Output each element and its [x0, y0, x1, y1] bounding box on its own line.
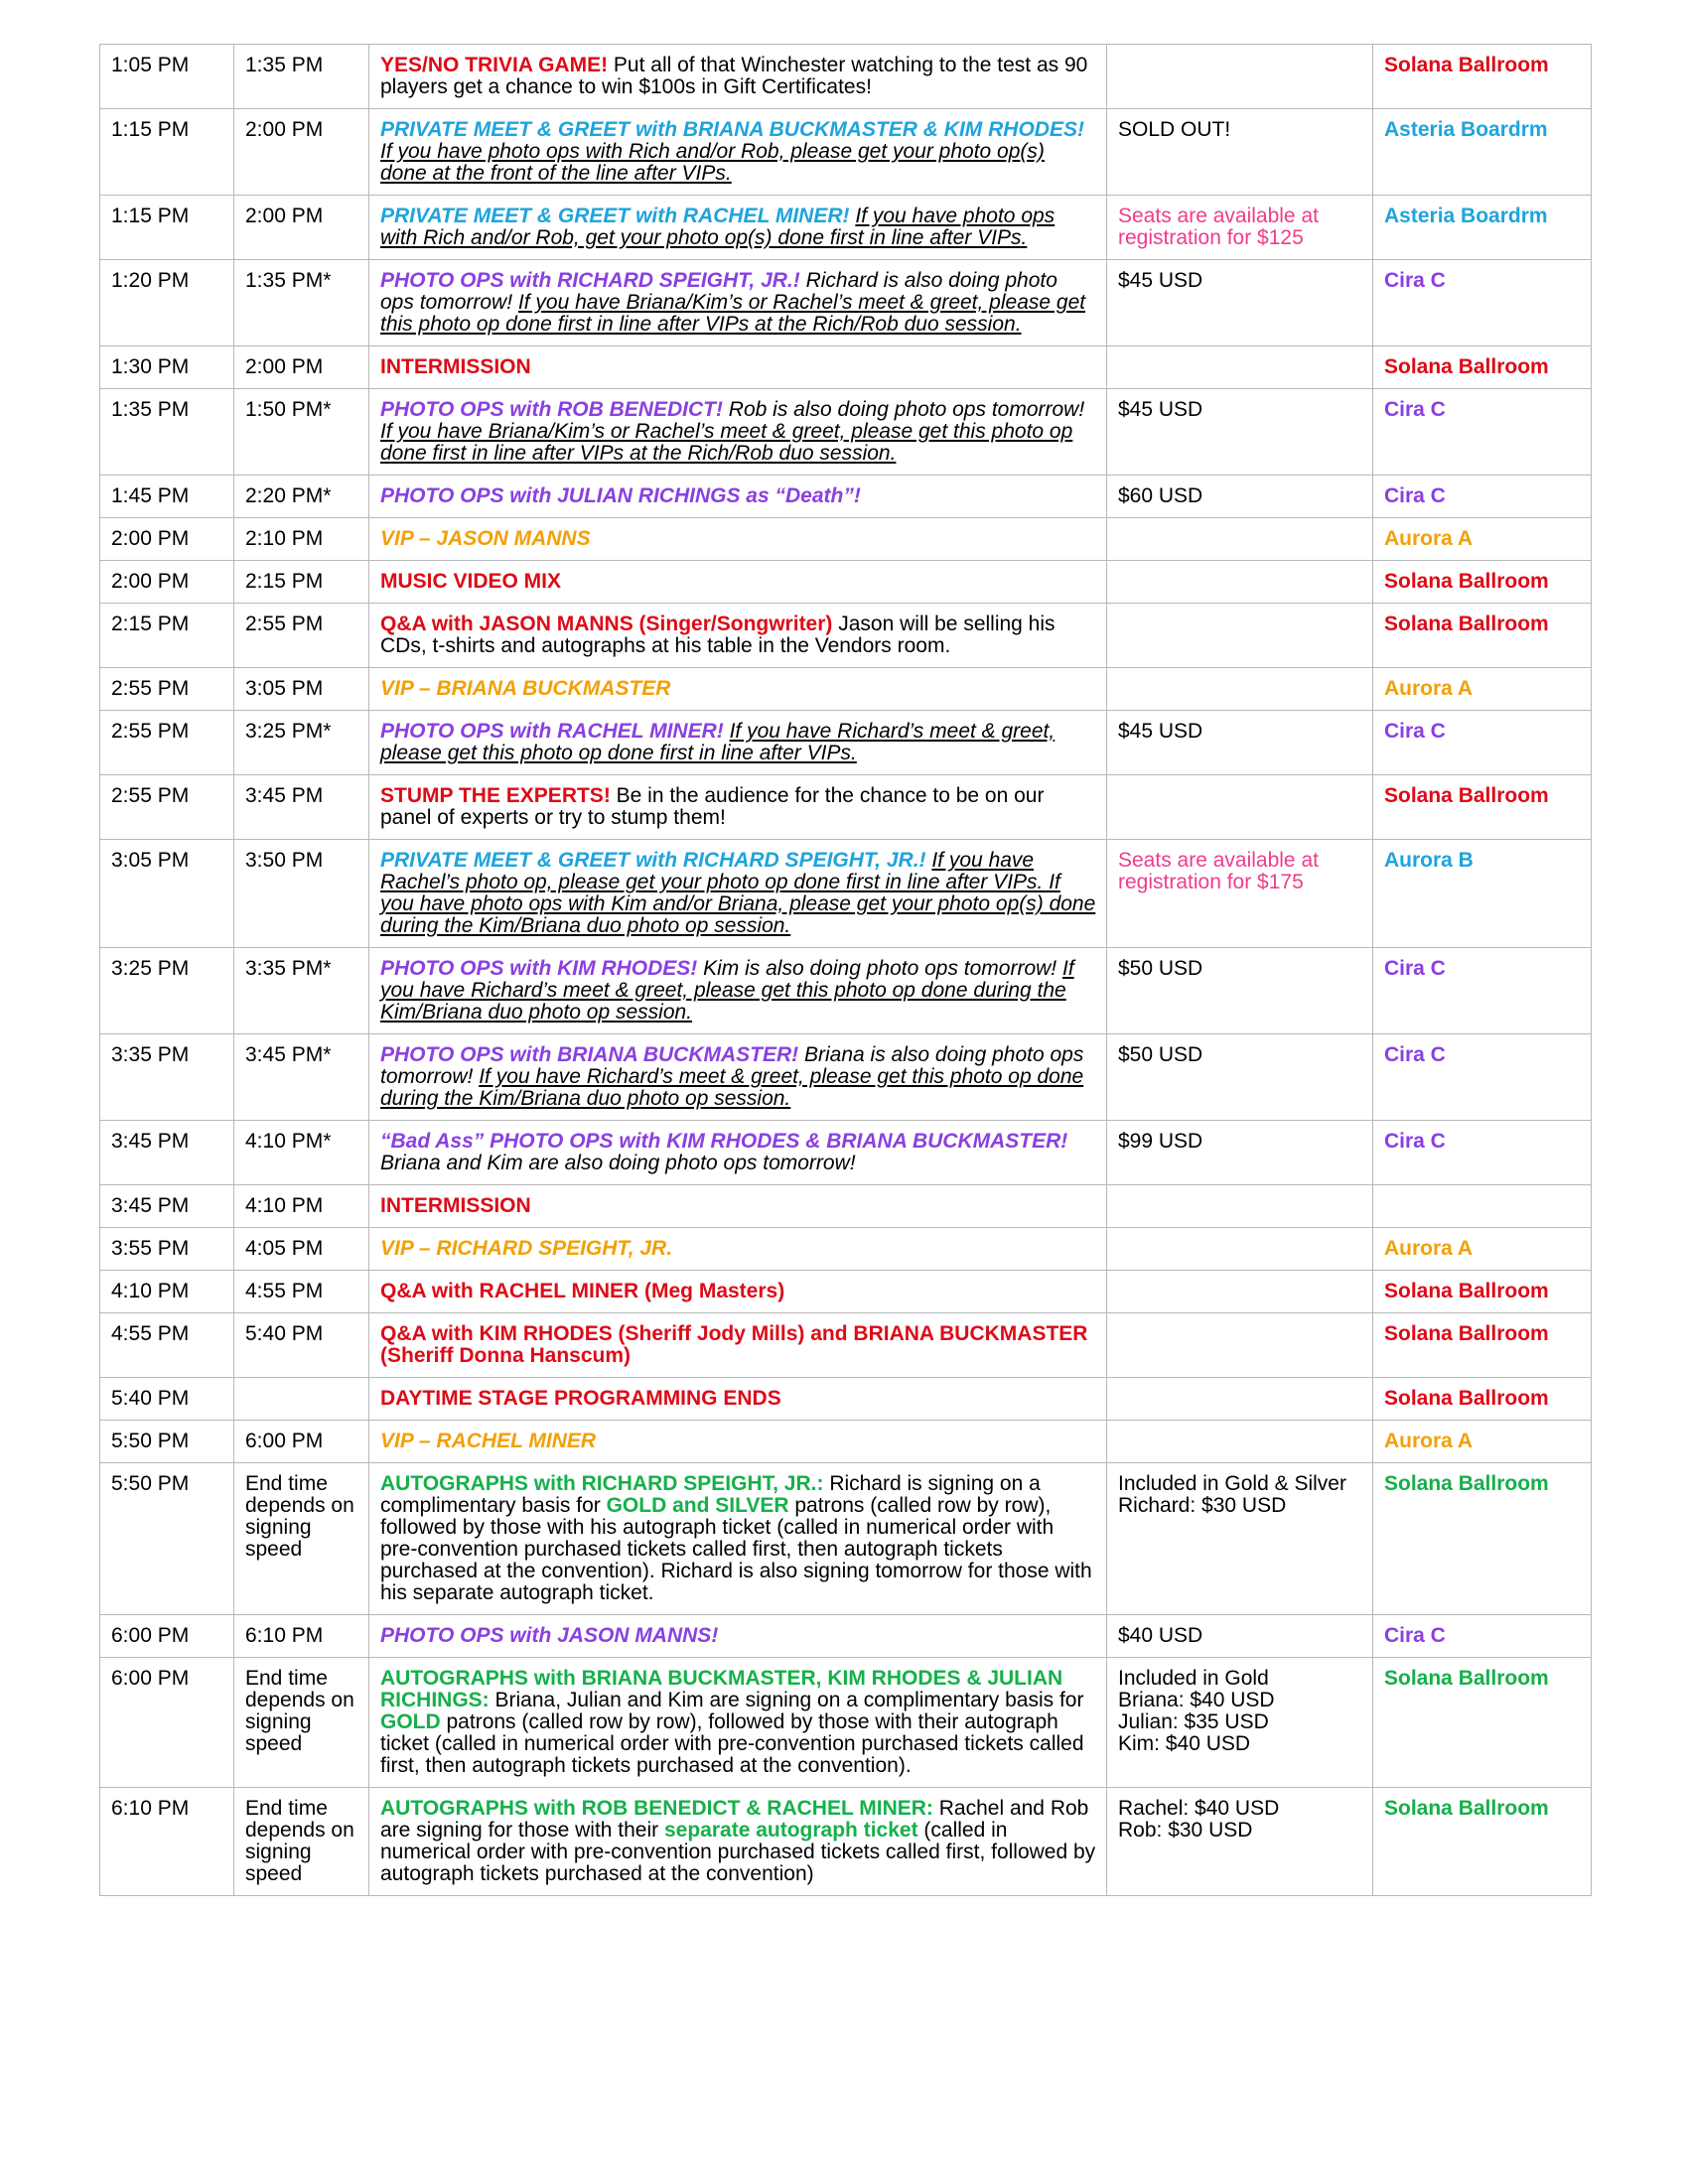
- price-note-line: Rachel: $40 USD: [1118, 1797, 1280, 1820]
- price-note: [1107, 948, 1373, 1034]
- schedule-row: [100, 1378, 1592, 1421]
- description-segment: PHOTO OPS with BRIANA BUCKMASTER!: [380, 1043, 799, 1066]
- description-segment: PHOTO OPS with RICHARD SPEIGHT, JR.!: [380, 269, 800, 292]
- end-time: [234, 1378, 369, 1421]
- event-description: [369, 1378, 1107, 1421]
- location: Cira C: [1373, 260, 1592, 346]
- event-description: [369, 840, 1107, 948]
- price-note: [1107, 1615, 1373, 1658]
- schedule-row: [100, 1421, 1592, 1463]
- price-note: [1107, 1313, 1373, 1378]
- description-segment: If you have Rachel’s photo op, please get your photo op done first in line after VIPs. If you have photo ops with Kim and/or Briana, please get your photo op(s) done during the Kim/Briana duo photo op session.: [380, 849, 1096, 937]
- description-segment: GOLD: [380, 1710, 441, 1733]
- start-time: 1:05 PM: [100, 45, 234, 109]
- start-time: 3:25 PM: [100, 948, 234, 1034]
- price-note: [1107, 260, 1373, 346]
- end-time: 2:55 PM: [234, 604, 369, 668]
- end-time: End time depends on signing speed: [234, 1658, 369, 1788]
- price-note: [1107, 1788, 1373, 1896]
- price-note: [1107, 346, 1373, 389]
- schedule-row: [100, 711, 1592, 775]
- schedule-row: [100, 518, 1592, 561]
- event-description: [369, 1185, 1107, 1228]
- start-time: 2:55 PM: [100, 711, 234, 775]
- description-segment: VIP – BRIANA BUCKMASTER: [380, 677, 671, 700]
- price-note-line: Richard: $30 USD: [1118, 1494, 1287, 1517]
- price-note: [1107, 196, 1373, 260]
- location: Solana Ballroom: [1373, 1788, 1592, 1896]
- start-time: 3:35 PM: [100, 1034, 234, 1121]
- start-time: 2:55 PM: [100, 775, 234, 840]
- start-time: 3:45 PM: [100, 1121, 234, 1185]
- schedule-row: [100, 1121, 1592, 1185]
- description-segment: If you have photo ops with Rich and/or Rob, please get your photo op(s) done at the front of the line after VIPs.: [380, 140, 1045, 185]
- description-segment: Be in the audience for the chance to be on our panel of experts or try to stump them!: [380, 784, 1045, 829]
- event-description: [369, 109, 1107, 196]
- schedule-row: [100, 604, 1592, 668]
- price-note: [1107, 1378, 1373, 1421]
- description-segment: Q&A with JASON MANNS (Singer/Songwriter): [380, 613, 833, 635]
- price-note: [1107, 1121, 1373, 1185]
- schedule-body: [100, 45, 1592, 1896]
- description-segment: YES/NO TRIVIA GAME!: [380, 54, 609, 76]
- schedule-row: [100, 1271, 1592, 1313]
- description-segment: If you have Richard’s meet & greet, please get this photo op done during the Kim/Briana duo photo op session.: [380, 957, 1074, 1024]
- event-description: [369, 1615, 1107, 1658]
- price-note: [1107, 1034, 1373, 1121]
- description-segment: patrons (called row by row), followed by those with his autograph ticket (called in numerical order with pre-convention purchased tickets called first, then autograph tickets purchased at the convention). Richard is also signing tomorrow for those with his separate autograph ticket.: [380, 1494, 1092, 1604]
- event-description: [369, 561, 1107, 604]
- event-description: [369, 1271, 1107, 1313]
- schedule-row: [100, 1185, 1592, 1228]
- schedule-row: [100, 1615, 1592, 1658]
- end-time: End time depends on signing speed: [234, 1463, 369, 1615]
- event-description: [369, 476, 1107, 518]
- location: Asteria Boardrm: [1373, 196, 1592, 260]
- start-time: 3:55 PM: [100, 1228, 234, 1271]
- location: Cira C: [1373, 711, 1592, 775]
- schedule-row: [100, 346, 1592, 389]
- description-segment: PHOTO OPS with JASON MANNS!: [380, 1624, 719, 1647]
- location: Solana Ballroom: [1373, 775, 1592, 840]
- end-time: 1:35 PM: [234, 45, 369, 109]
- location: Solana Ballroom: [1373, 1658, 1592, 1788]
- event-description: [369, 196, 1107, 260]
- description-segment: If you have Briana/Kim’s or Rachel’s meet & greet, please get this photo op done first in line after VIPs at the Rich/Rob duo session.: [380, 420, 1073, 465]
- description-segment: INTERMISSION: [380, 1194, 531, 1217]
- price-note-line: $45 USD: [1118, 720, 1203, 743]
- price-note-line: $50 USD: [1118, 1043, 1203, 1066]
- end-time: 3:45 PM*: [234, 1034, 369, 1121]
- start-time: 1:20 PM: [100, 260, 234, 346]
- end-time: 5:40 PM: [234, 1313, 369, 1378]
- price-note-line: $40 USD: [1118, 1624, 1203, 1647]
- description-segment: PHOTO OPS with ROB BENEDICT!: [380, 398, 723, 421]
- start-time: 2:55 PM: [100, 668, 234, 711]
- event-description: [369, 389, 1107, 476]
- description-segment: separate autograph ticket: [663, 1819, 918, 1842]
- end-time: 3:25 PM*: [234, 711, 369, 775]
- description-segment: Briana is also doing photo ops tomorrow!: [380, 1043, 1084, 1088]
- schedule-row: [100, 1313, 1592, 1378]
- price-note-line: $99 USD: [1118, 1130, 1203, 1153]
- price-note-line: Briana: $40 USD: [1118, 1689, 1275, 1711]
- start-time: 1:30 PM: [100, 346, 234, 389]
- start-time: 2:00 PM: [100, 518, 234, 561]
- description-segment: PHOTO OPS with JULIAN RICHINGS as “Death”!: [380, 484, 861, 507]
- description-segment: PRIVATE MEET & GREET with BRIANA BUCKMASTER & KIM RHODES!: [380, 118, 1084, 141]
- start-time: 1:15 PM: [100, 109, 234, 196]
- price-note: [1107, 711, 1373, 775]
- event-description: [369, 711, 1107, 775]
- description-segment: PRIVATE MEET & GREET with RACHEL MINER!: [380, 205, 850, 227]
- description-segment: Q&A with KIM RHODES (Sheriff Jody Mills) and BRIANA BUCKMASTER (Sheriff Donna Hanscum): [380, 1322, 1088, 1367]
- end-time: 2:20 PM*: [234, 476, 369, 518]
- description-segment: Richard is signing on a complimentary basis for: [380, 1472, 1041, 1517]
- description-segment: DAYTIME STAGE PROGRAMMING ENDS: [380, 1387, 781, 1410]
- description-segment: “Bad Ass” PHOTO OPS with KIM RHODES & BRIANA BUCKMASTER!: [380, 1130, 1068, 1153]
- schedule-row: [100, 476, 1592, 518]
- description-segment: INTERMISSION: [380, 355, 531, 378]
- description-segment: Richard is also doing photo ops tomorrow!: [380, 269, 1057, 314]
- event-description: [369, 1228, 1107, 1271]
- start-time: 2:00 PM: [100, 561, 234, 604]
- schedule-row: [100, 260, 1592, 346]
- end-time: 6:10 PM: [234, 1615, 369, 1658]
- location: Cira C: [1373, 389, 1592, 476]
- end-time: 6:00 PM: [234, 1421, 369, 1463]
- price-note-line: Rob: $30 USD: [1118, 1819, 1253, 1842]
- start-time: 6:10 PM: [100, 1788, 234, 1896]
- end-time: 1:35 PM*: [234, 260, 369, 346]
- price-note: [1107, 668, 1373, 711]
- price-note: [1107, 518, 1373, 561]
- schedule-row: [100, 1463, 1592, 1615]
- description-segment: VIP – RACHEL MINER: [380, 1430, 597, 1452]
- start-time: 4:55 PM: [100, 1313, 234, 1378]
- schedule-row: [100, 389, 1592, 476]
- location: Solana Ballroom: [1373, 561, 1592, 604]
- price-note: [1107, 604, 1373, 668]
- price-note: [1107, 1271, 1373, 1313]
- end-time: 3:35 PM*: [234, 948, 369, 1034]
- schedule-row: [100, 668, 1592, 711]
- end-time: 2:15 PM: [234, 561, 369, 604]
- location: Aurora A: [1373, 518, 1592, 561]
- price-note: [1107, 1463, 1373, 1615]
- description-segment: AUTOGRAPHS with RICHARD SPEIGHT, JR.:: [380, 1472, 824, 1495]
- location: Solana Ballroom: [1373, 1313, 1592, 1378]
- location: Solana Ballroom: [1373, 1378, 1592, 1421]
- end-time: 4:05 PM: [234, 1228, 369, 1271]
- end-time: 2:00 PM: [234, 109, 369, 196]
- price-note: [1107, 1421, 1373, 1463]
- location: Solana Ballroom: [1373, 1463, 1592, 1615]
- location: Cira C: [1373, 1615, 1592, 1658]
- description-segment: VIP – JASON MANNS: [380, 527, 591, 550]
- location: Solana Ballroom: [1373, 1271, 1592, 1313]
- description-segment: STUMP THE EXPERTS!: [380, 784, 611, 807]
- event-description: [369, 604, 1107, 668]
- description-segment: If you have Richard’s meet & greet, please get this photo op done first in line after VIPs.: [380, 720, 1055, 764]
- event-description: [369, 1788, 1107, 1896]
- price-note-line: $50 USD: [1118, 957, 1203, 980]
- start-time: 3:05 PM: [100, 840, 234, 948]
- description-segment: (called in numerical order with pre-convention purchased tickets called first, followed by autograph tickets purchased at the convention): [380, 1819, 1096, 1885]
- event-description: [369, 668, 1107, 711]
- description-segment: If you have Briana/Kim’s or Rachel’s meet & greet, please get this photo op done first in line after VIPs at the Rich/Rob duo session.: [380, 291, 1086, 336]
- description-segment: Kim is also doing photo ops tomorrow!: [697, 957, 1062, 980]
- description-segment: Rachel and Rob are signing for those with their: [380, 1797, 1089, 1842]
- end-time: 2:00 PM: [234, 346, 369, 389]
- description-segment: Briana and Kim are also doing photo ops tomorrow!: [380, 1152, 856, 1174]
- schedule-row: [100, 1228, 1592, 1271]
- location: Aurora B: [1373, 840, 1592, 948]
- description-segment: VIP – RICHARD SPEIGHT, JR.: [380, 1237, 673, 1260]
- price-note: [1107, 1185, 1373, 1228]
- price-note: [1107, 840, 1373, 948]
- end-time: 4:10 PM*: [234, 1121, 369, 1185]
- price-note-line: Julian: $35 USD: [1118, 1710, 1269, 1733]
- schedule-row: [100, 1788, 1592, 1896]
- event-description: [369, 260, 1107, 346]
- schedule-row: [100, 45, 1592, 109]
- event-description: [369, 1313, 1107, 1378]
- start-time: 1:45 PM: [100, 476, 234, 518]
- description-segment: MUSIC VIDEO MIX: [380, 570, 562, 593]
- location: Aurora A: [1373, 1228, 1592, 1271]
- end-time: 2:10 PM: [234, 518, 369, 561]
- price-note-line: Seats are available at registration for $175: [1118, 849, 1319, 893]
- description-segment: If you have Richard’s meet & greet, please get this photo op done during the Kim/Briana duo photo op session.: [380, 1065, 1084, 1110]
- schedule-row: [100, 1034, 1592, 1121]
- description-segment: Rob is also doing photo ops tomorrow!: [722, 398, 1085, 421]
- start-time: 5:40 PM: [100, 1378, 234, 1421]
- location: [1373, 1185, 1592, 1228]
- price-note: [1107, 45, 1373, 109]
- description-segment: If you have photo ops with Rich and/or Rob, get your photo op(s) done first in line after VIPs.: [380, 205, 1055, 249]
- schedule-row: [100, 840, 1592, 948]
- price-note-line: $60 USD: [1118, 484, 1203, 507]
- event-description: [369, 775, 1107, 840]
- location: Cira C: [1373, 1121, 1592, 1185]
- event-description: [369, 1658, 1107, 1788]
- schedule-row: [100, 109, 1592, 196]
- location: Aurora A: [1373, 668, 1592, 711]
- price-note: [1107, 1658, 1373, 1788]
- start-time: 2:15 PM: [100, 604, 234, 668]
- description-segment: AUTOGRAPHS with ROB BENEDICT & RACHEL MINER:: [380, 1797, 933, 1820]
- schedule-row: [100, 196, 1592, 260]
- price-note: [1107, 109, 1373, 196]
- event-description: [369, 1121, 1107, 1185]
- price-note: [1107, 389, 1373, 476]
- end-time: 1:50 PM*: [234, 389, 369, 476]
- start-time: 1:15 PM: [100, 196, 234, 260]
- event-description: [369, 1421, 1107, 1463]
- end-time: 3:50 PM: [234, 840, 369, 948]
- description-segment: PRIVATE MEET & GREET with RICHARD SPEIGHT, JR.!: [380, 849, 926, 872]
- schedule-table: [99, 44, 1592, 1896]
- price-note-line: $45 USD: [1118, 269, 1203, 292]
- end-time: End time depends on signing speed: [234, 1788, 369, 1896]
- event-description: [369, 518, 1107, 561]
- price-note: [1107, 476, 1373, 518]
- description-segment: PHOTO OPS with KIM RHODES!: [380, 957, 698, 980]
- end-time: 4:10 PM: [234, 1185, 369, 1228]
- schedule-row: [100, 561, 1592, 604]
- price-note: [1107, 775, 1373, 840]
- event-description: [369, 45, 1107, 109]
- end-time: 2:00 PM: [234, 196, 369, 260]
- location: Aurora A: [1373, 1421, 1592, 1463]
- location: Solana Ballroom: [1373, 346, 1592, 389]
- start-time: 6:00 PM: [100, 1658, 234, 1788]
- event-description: [369, 1463, 1107, 1615]
- description-segment: patrons (called row by row), followed by those with their autograph ticket (called in numerical order with pre-convention purchased tickets called first, then autograph tickets purchased at the convention).: [380, 1710, 1084, 1777]
- location: Asteria Boardrm: [1373, 109, 1592, 196]
- event-description: [369, 948, 1107, 1034]
- price-note: [1107, 1228, 1373, 1271]
- price-note-line: Included in Gold: [1118, 1667, 1269, 1690]
- price-note-line: Seats are available at registration for $125: [1118, 205, 1319, 249]
- start-time: 4:10 PM: [100, 1271, 234, 1313]
- start-time: 5:50 PM: [100, 1421, 234, 1463]
- start-time: 6:00 PM: [100, 1615, 234, 1658]
- location: Solana Ballroom: [1373, 604, 1592, 668]
- price-note-line: SOLD OUT!: [1118, 118, 1231, 141]
- price-note-line: Kim: $40 USD: [1118, 1732, 1251, 1755]
- description-segment: Briana, Julian and Kim are signing on a complimentary basis for: [489, 1689, 1084, 1711]
- schedule-row: [100, 775, 1592, 840]
- location: Cira C: [1373, 1034, 1592, 1121]
- event-description: [369, 346, 1107, 389]
- start-time: 3:45 PM: [100, 1185, 234, 1228]
- description-segment: Put all of that Winchester watching to the test as 90 players get a chance to win $100s in Gift Certificates!: [380, 54, 1088, 98]
- location: Solana Ballroom: [1373, 45, 1592, 109]
- description-segment: GOLD and SILVER: [606, 1494, 789, 1517]
- event-description: [369, 1034, 1107, 1121]
- description-segment: Q&A with RACHEL MINER (Meg Masters): [380, 1280, 785, 1302]
- start-time: 5:50 PM: [100, 1463, 234, 1615]
- description-segment: Jason will be selling his CDs, t-shirts and autographs at his table in the Vendors room.: [380, 613, 1055, 657]
- price-note-line: Included in Gold & Silver: [1118, 1472, 1346, 1495]
- location: Cira C: [1373, 948, 1592, 1034]
- schedule-row: [100, 1658, 1592, 1788]
- start-time: 1:35 PM: [100, 389, 234, 476]
- description-segment: AUTOGRAPHS with BRIANA BUCKMASTER, KIM RHODES & JULIAN RICHINGS:: [380, 1667, 1063, 1711]
- price-note-line: $45 USD: [1118, 398, 1203, 421]
- end-time: 4:55 PM: [234, 1271, 369, 1313]
- schedule-row: [100, 948, 1592, 1034]
- end-time: 3:45 PM: [234, 775, 369, 840]
- end-time: 3:05 PM: [234, 668, 369, 711]
- price-note: [1107, 561, 1373, 604]
- description-segment: PHOTO OPS with RACHEL MINER!: [380, 720, 724, 743]
- location: Cira C: [1373, 476, 1592, 518]
